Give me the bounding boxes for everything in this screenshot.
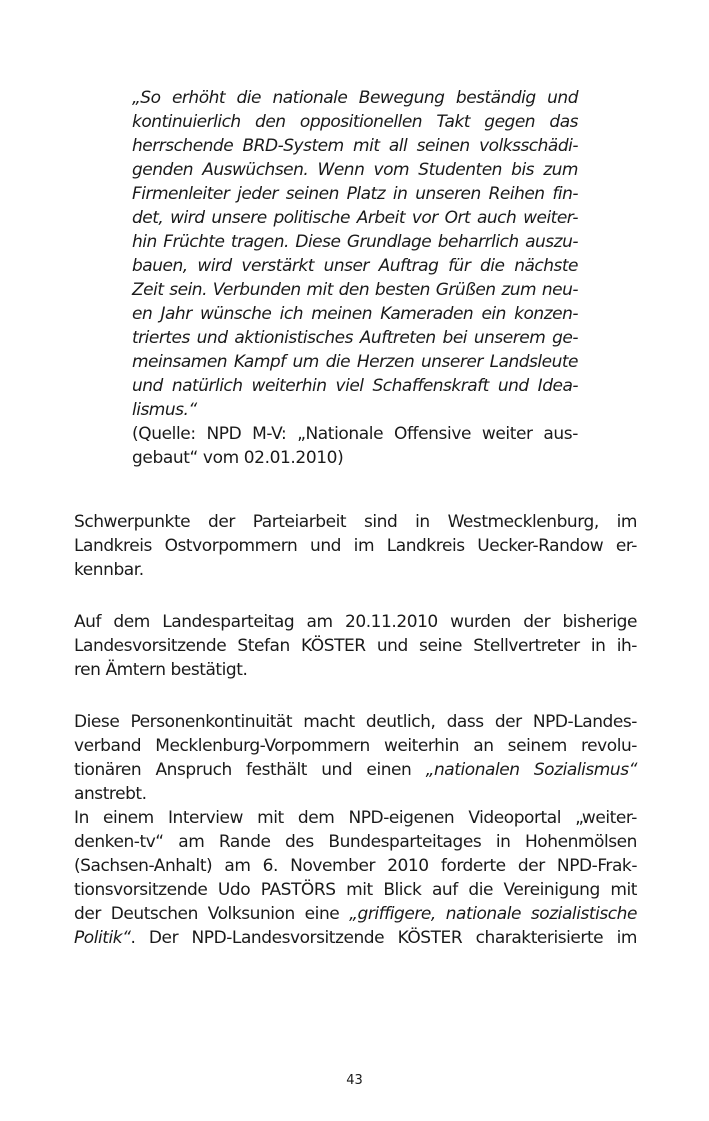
body-line: In einem Interview mit dem NPD-eigenen Videoportal „weiter- [74,808,637,828]
quote-line: bauen, wird verstärkt unser Auftrag für die nächste [132,256,578,276]
body-line: Landkreis Ostvorpommern und im Landkreis Uecker-Randow er- [74,536,637,556]
emphasis-text: Politik“ [74,928,131,948]
quote-line: hin Früchte tragen. Diese Grundlage beharrlich auszu- [132,232,578,252]
body-line: tionsvorsitzende Udo PASTÖRS mit Blick auf die Vereinigung mit [74,880,637,900]
quote-line: meinsamen Kampf um die Herzen unserer Landsleute [132,352,578,372]
emphasis-text: „griffigere, nationale sozialistische [349,904,637,924]
page-number: 43 [346,1073,363,1088]
quote-source-line: (Quelle: NPD M-V: „Nationale Offensive weiter aus- [132,424,578,444]
body-line: (Sachsen-Anhalt) am 6. November 2010 forderte der NPD-Frak- [74,856,637,876]
quote-line: det, wird unsere politische Arbeit vor Ort auch weiter- [132,208,578,228]
quote-line: genden Auswüchsen. Wenn vom Studenten bis zum [132,160,578,180]
body-line: anstrebt. [74,784,147,804]
quote-line: triertes und aktionistisches Auftreten bei unserem ge- [132,328,578,348]
emphasis-text: „nationalen Sozialismus“ [425,760,637,780]
body-text: der Deutschen Volksunion eine [74,904,350,924]
body-text: . Der NPD-Landesvorsitzende KÖSTER charakterisierte im [130,928,637,948]
body-text: tionären Anspruch festhält und einen [74,760,426,780]
quote-line: Firmenleiter jeder seinen Platz in unseren Reihen fin- [132,184,578,204]
quote-line: und natürlich weiterhin viel Schaffenskraft und Idea- [132,376,578,396]
quote-line: kontinuierlich den oppositionellen Takt gegen das [132,112,578,132]
body-line: kennbar. [74,560,144,580]
quote-line: en Jahr wünsche ich meinen Kameraden ein konzen- [132,304,578,324]
body-line: Landesvorsitzende Stefan KÖSTER und seine Stellvertreter in ih- [74,636,637,656]
body-line [74,758,637,782]
body-line: ren Ämtern bestätigt. [74,660,248,680]
quote-source-line: gebaut“ vom 02.01.2010) [132,448,344,468]
body-line: Schwerpunkte der Parteiarbeit sind in Westmecklenburg, im [74,512,637,532]
quote-line: „So erhöht die nationale Bewegung beständig und [132,88,578,108]
quote-line: lismus.“ [132,400,197,420]
body-line: Diese Personenkontinuität macht deutlich, dass der NPD-Landes- [74,712,637,732]
body-line [74,902,637,926]
quote-line: herrschende BRD-System mit all seinen volksschädi- [132,136,578,156]
body-line: denken-tv“ am Rande des Bundesparteitages in Hohenmölsen [74,832,637,852]
body-line: verband Mecklenburg-Vorpommern weiterhin an seinem revolu- [74,736,637,756]
body-line: Auf dem Landesparteitag am 20.11.2010 wurden der bisherige [74,612,637,632]
body-line [74,926,637,950]
quote-line: Zeit sein. Verbunden mit den besten Grüßen zum neu- [132,280,578,300]
